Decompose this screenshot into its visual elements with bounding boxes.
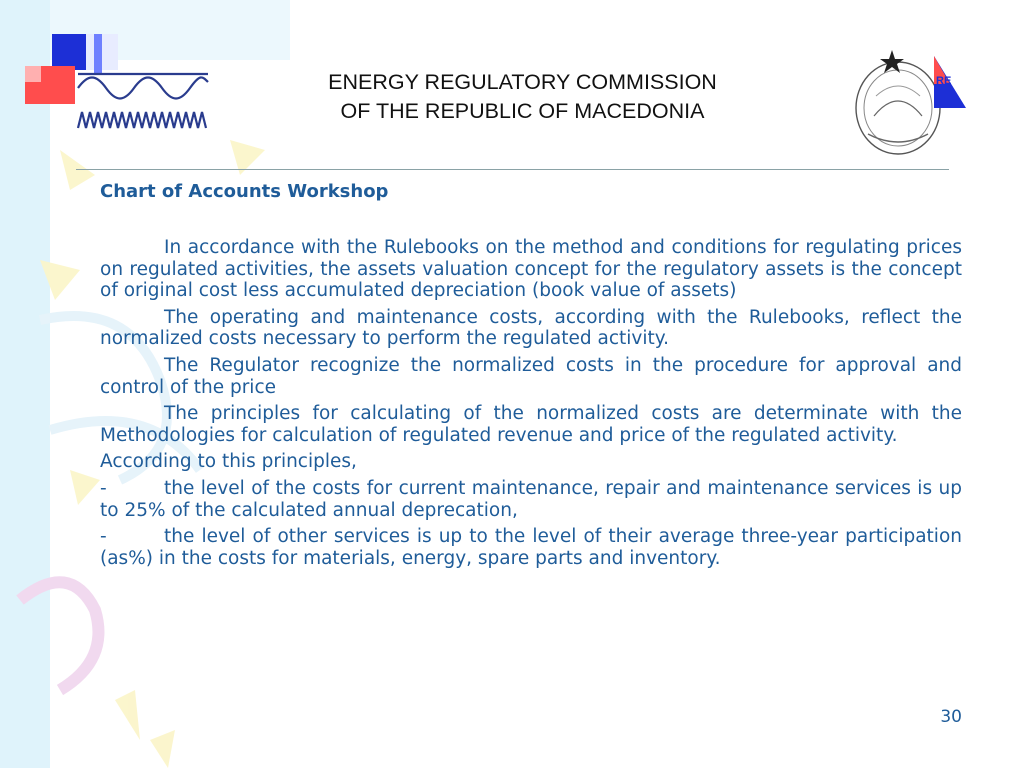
- list-item: [100, 526, 962, 569]
- body-paragraph: The operating and maintenance costs, according with the Rulebooks, reflect the normalized costs necessary to perform the regulated activity.: [100, 306, 962, 350]
- org-title-line-1: ENERGY REGULATORY COMMISSION: [328, 70, 717, 94]
- list-item-text: the level of other services is up to the level of their average three-year participation (as%) in the costs for materials, energy, spare parts and inventory.: [100, 526, 962, 569]
- erc-logo: [22, 32, 214, 144]
- dash-marker: -: [100, 477, 107, 499]
- list-item: [100, 478, 962, 521]
- dash-marker: -: [100, 526, 107, 548]
- body-paragraph: The principles for calculating of the normalized costs are determinate with the Methodologies for calculation of regulated revenue and price of the regulated activity.: [100, 403, 962, 446]
- page-number: 30: [940, 707, 962, 727]
- header-divider: [76, 169, 949, 170]
- state-emblem-icon: [846, 46, 970, 160]
- org-title-line-2: OF THE REPUBLIC OF MACEDONIA: [340, 99, 705, 123]
- sine-wave-icon: [78, 74, 208, 128]
- star-icon: [880, 50, 904, 73]
- body-paragraph: The Regulator recognize the normalized costs in the procedure for approval and control of the price: [100, 354, 962, 398]
- list-item-text: the level of the costs for current maintenance, repair and maintenance services is up to 25% of the calculated annual deprecation,: [100, 477, 962, 521]
- organization-title: [290, 68, 755, 126]
- intro-line: According to this principles,: [100, 451, 357, 473]
- slide-title: Chart of Accounts Workshop: [100, 181, 389, 202]
- slide-body: [100, 237, 962, 574]
- squares-logo-icon: [25, 34, 118, 104]
- re-badge-text: RE: [936, 75, 952, 87]
- body-paragraph: In accordance with the Rulebooks on the method and conditions for regulating prices on regulated activities, the assets valuation concept for the regulatory assets is the concept of original cost less accumulated depreciation (book value of assets): [100, 237, 962, 302]
